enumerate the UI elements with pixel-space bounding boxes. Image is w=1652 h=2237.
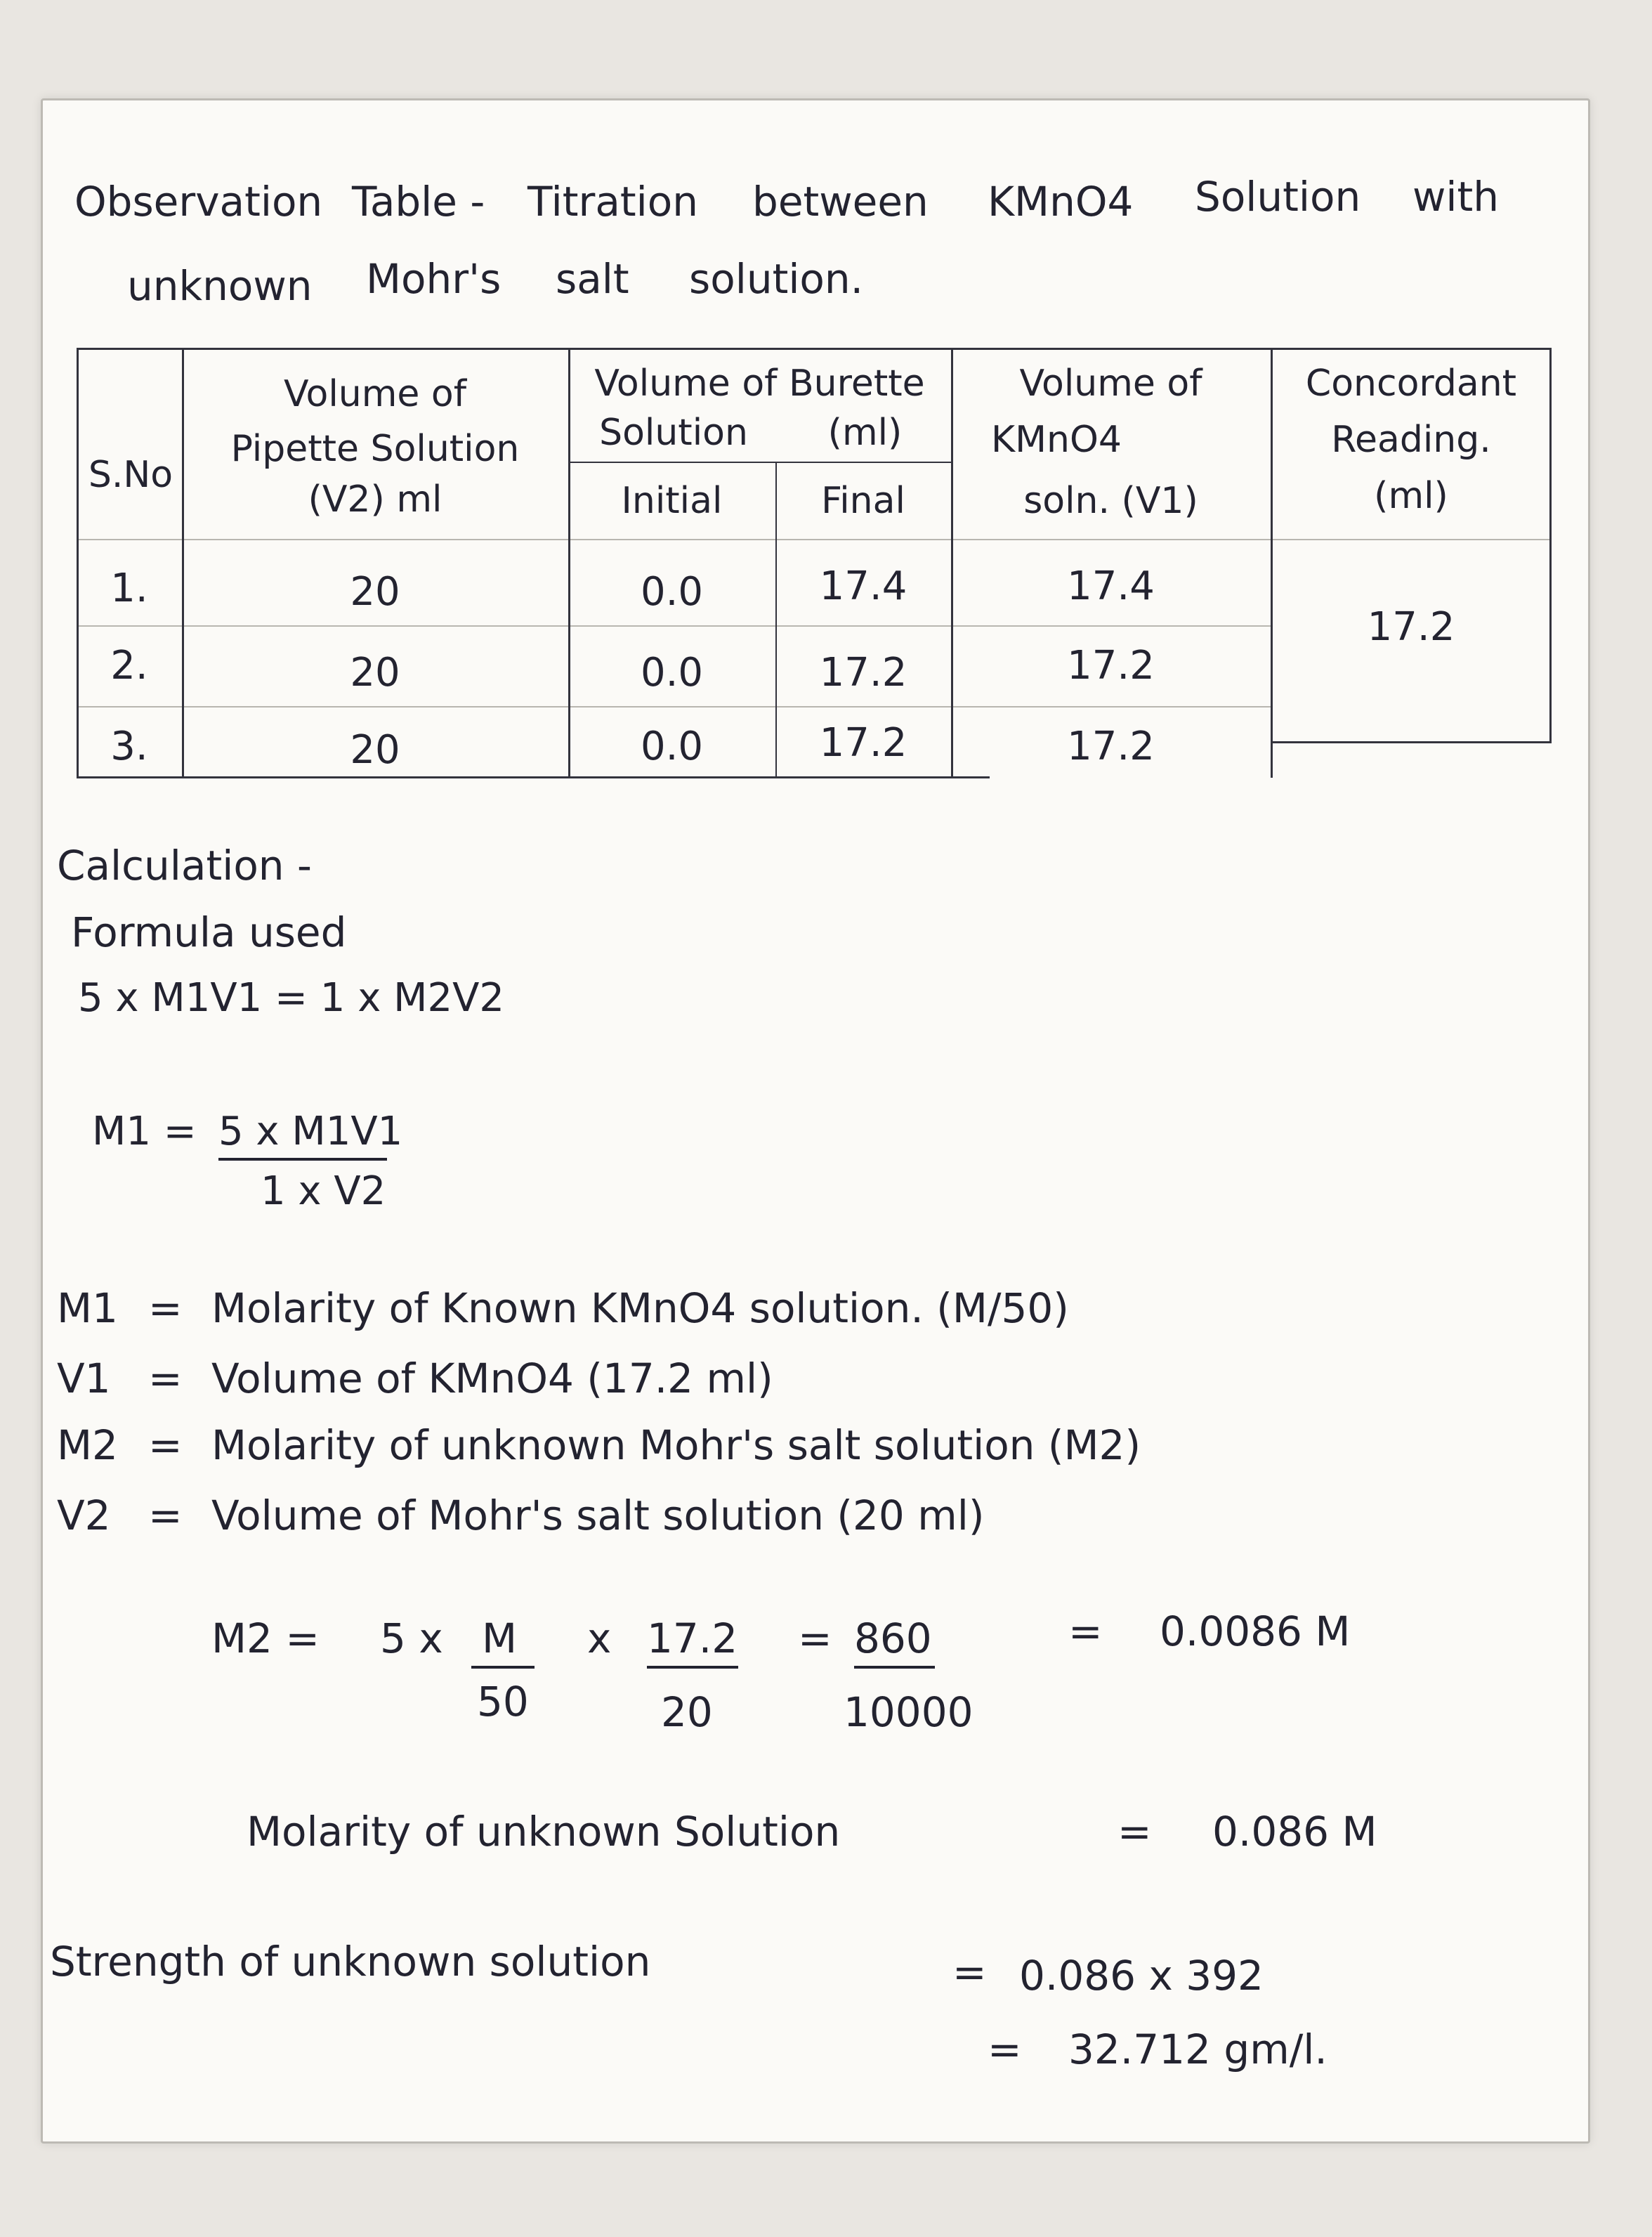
frac3-num: 860 [854,1615,932,1662]
header-pipette: Pipette Solution [230,428,520,470]
strength-eq2: = [988,2026,1022,2073]
title-word: salt [556,255,629,303]
table-cell: 20 [350,569,400,615]
header-kmno4: KMnO4 [991,419,1122,461]
title-word: Mohr's [366,255,501,303]
m2-times: x [587,1615,612,1662]
m2-lhs: M2 = [211,1615,320,1662]
header-concordant: (ml) [1374,475,1448,517]
fraction-bar [471,1666,535,1669]
molarity-eq: = [1117,1808,1152,1856]
molarity-value: 0.086 M [1212,1808,1377,1856]
header-final: Final [821,480,905,522]
header-sno: S.No [88,454,173,496]
header-burette: Solution [599,412,748,454]
table-cell: 17.2 [819,650,907,696]
def-text: Molarity of Known KMnO4 solution. (M/50) [211,1284,1069,1332]
table-cell: 17.2 [819,720,907,766]
title-word: Table - [352,178,485,226]
table-cell: 20 [350,650,400,696]
def-text: Volume of Mohr's salt solution (20 ml) [211,1492,985,1539]
m2-eq: = [798,1615,832,1662]
molarity-label: Molarity of unknown Solution [247,1808,841,1856]
title-word: KMnO4 [988,178,1134,226]
def-eq: = [148,1492,183,1539]
table-cell: 17.4 [1067,563,1155,609]
strength-expr: 0.086 x 392 [1019,1952,1264,2000]
calc-heading: Calculation - [57,842,312,889]
m1-lhs: M1 = [92,1109,197,1154]
fraction-bar [647,1666,738,1669]
def-text: Molarity of unknown Mohr's salt solution (M2) [211,1421,1141,1469]
fraction-bar [854,1666,935,1669]
m1-denominator: 1 x V2 [261,1168,386,1214]
def-symbol: V2 [57,1492,111,1539]
m1-numerator: 5 x M1V1 [218,1109,403,1154]
frac2-num: 17.2 [647,1615,738,1662]
fraction-bar [218,1158,387,1161]
def-eq: = [148,1284,183,1332]
strength-label: Strength of unknown solution [50,1938,651,1985]
title-word: with [1412,173,1500,221]
def-eq: = [148,1421,183,1469]
table-cell: 1. [110,566,148,611]
def-eq: = [148,1355,183,1402]
def-symbol: M2 [57,1421,118,1469]
table-cell: 2. [110,643,148,689]
header-concordant: Reading. [1331,419,1491,461]
def-symbol: V1 [57,1355,111,1402]
frac2-den: 20 [661,1688,713,1736]
table-cell: 17.4 [819,563,907,609]
header-kmno4: soln. (V1) [1023,480,1198,522]
header-burette: Volume of Burette [594,363,925,405]
m2-five: 5 x [380,1615,443,1662]
m2-result: 0.0086 M [1160,1607,1351,1655]
table-cell: 3. [110,724,148,769]
title-word: Titration [527,178,698,226]
def-text: Volume of KMnO4 (17.2 ml) [211,1355,773,1402]
header-burette: (ml) [827,412,903,454]
header-pipette: (V2) ml [308,478,442,521]
formula-used: Formula used [71,908,347,956]
frac1-den: 50 [477,1678,529,1726]
observation-table [77,348,1552,783]
table-cell: 0.0 [640,569,704,615]
header-concordant: Concordant [1305,363,1517,405]
title-word: Solution [1195,173,1361,221]
notebook-page [41,98,1590,2144]
concordant-value: 17.2 [1367,604,1455,650]
title-word: between [752,178,929,226]
title-word: Observation [74,178,323,226]
def-symbol: M1 [57,1284,118,1332]
frac3-den: 10000 [844,1688,973,1736]
header-initial: Initial [621,480,723,522]
formula: 5 x M1V1 = 1 x M2V2 [78,975,505,1021]
m2-eq: = [1068,1607,1103,1655]
table-cell: 0.0 [640,650,704,696]
title-word: unknown [127,262,313,310]
table-cell: 17.2 [1067,724,1155,769]
title-word: solution. [689,255,864,303]
strength-result: 32.712 gm/l. [1068,2026,1328,2073]
strength-eq: = [952,1948,987,1996]
frac1-num: M [482,1615,518,1662]
table-cell: 17.2 [1067,643,1155,689]
header-kmno4: Volume of [1019,363,1202,405]
table-cell: 0.0 [640,724,704,769]
table-cell: 20 [350,727,400,773]
header-pipette: Volume of [283,373,467,415]
